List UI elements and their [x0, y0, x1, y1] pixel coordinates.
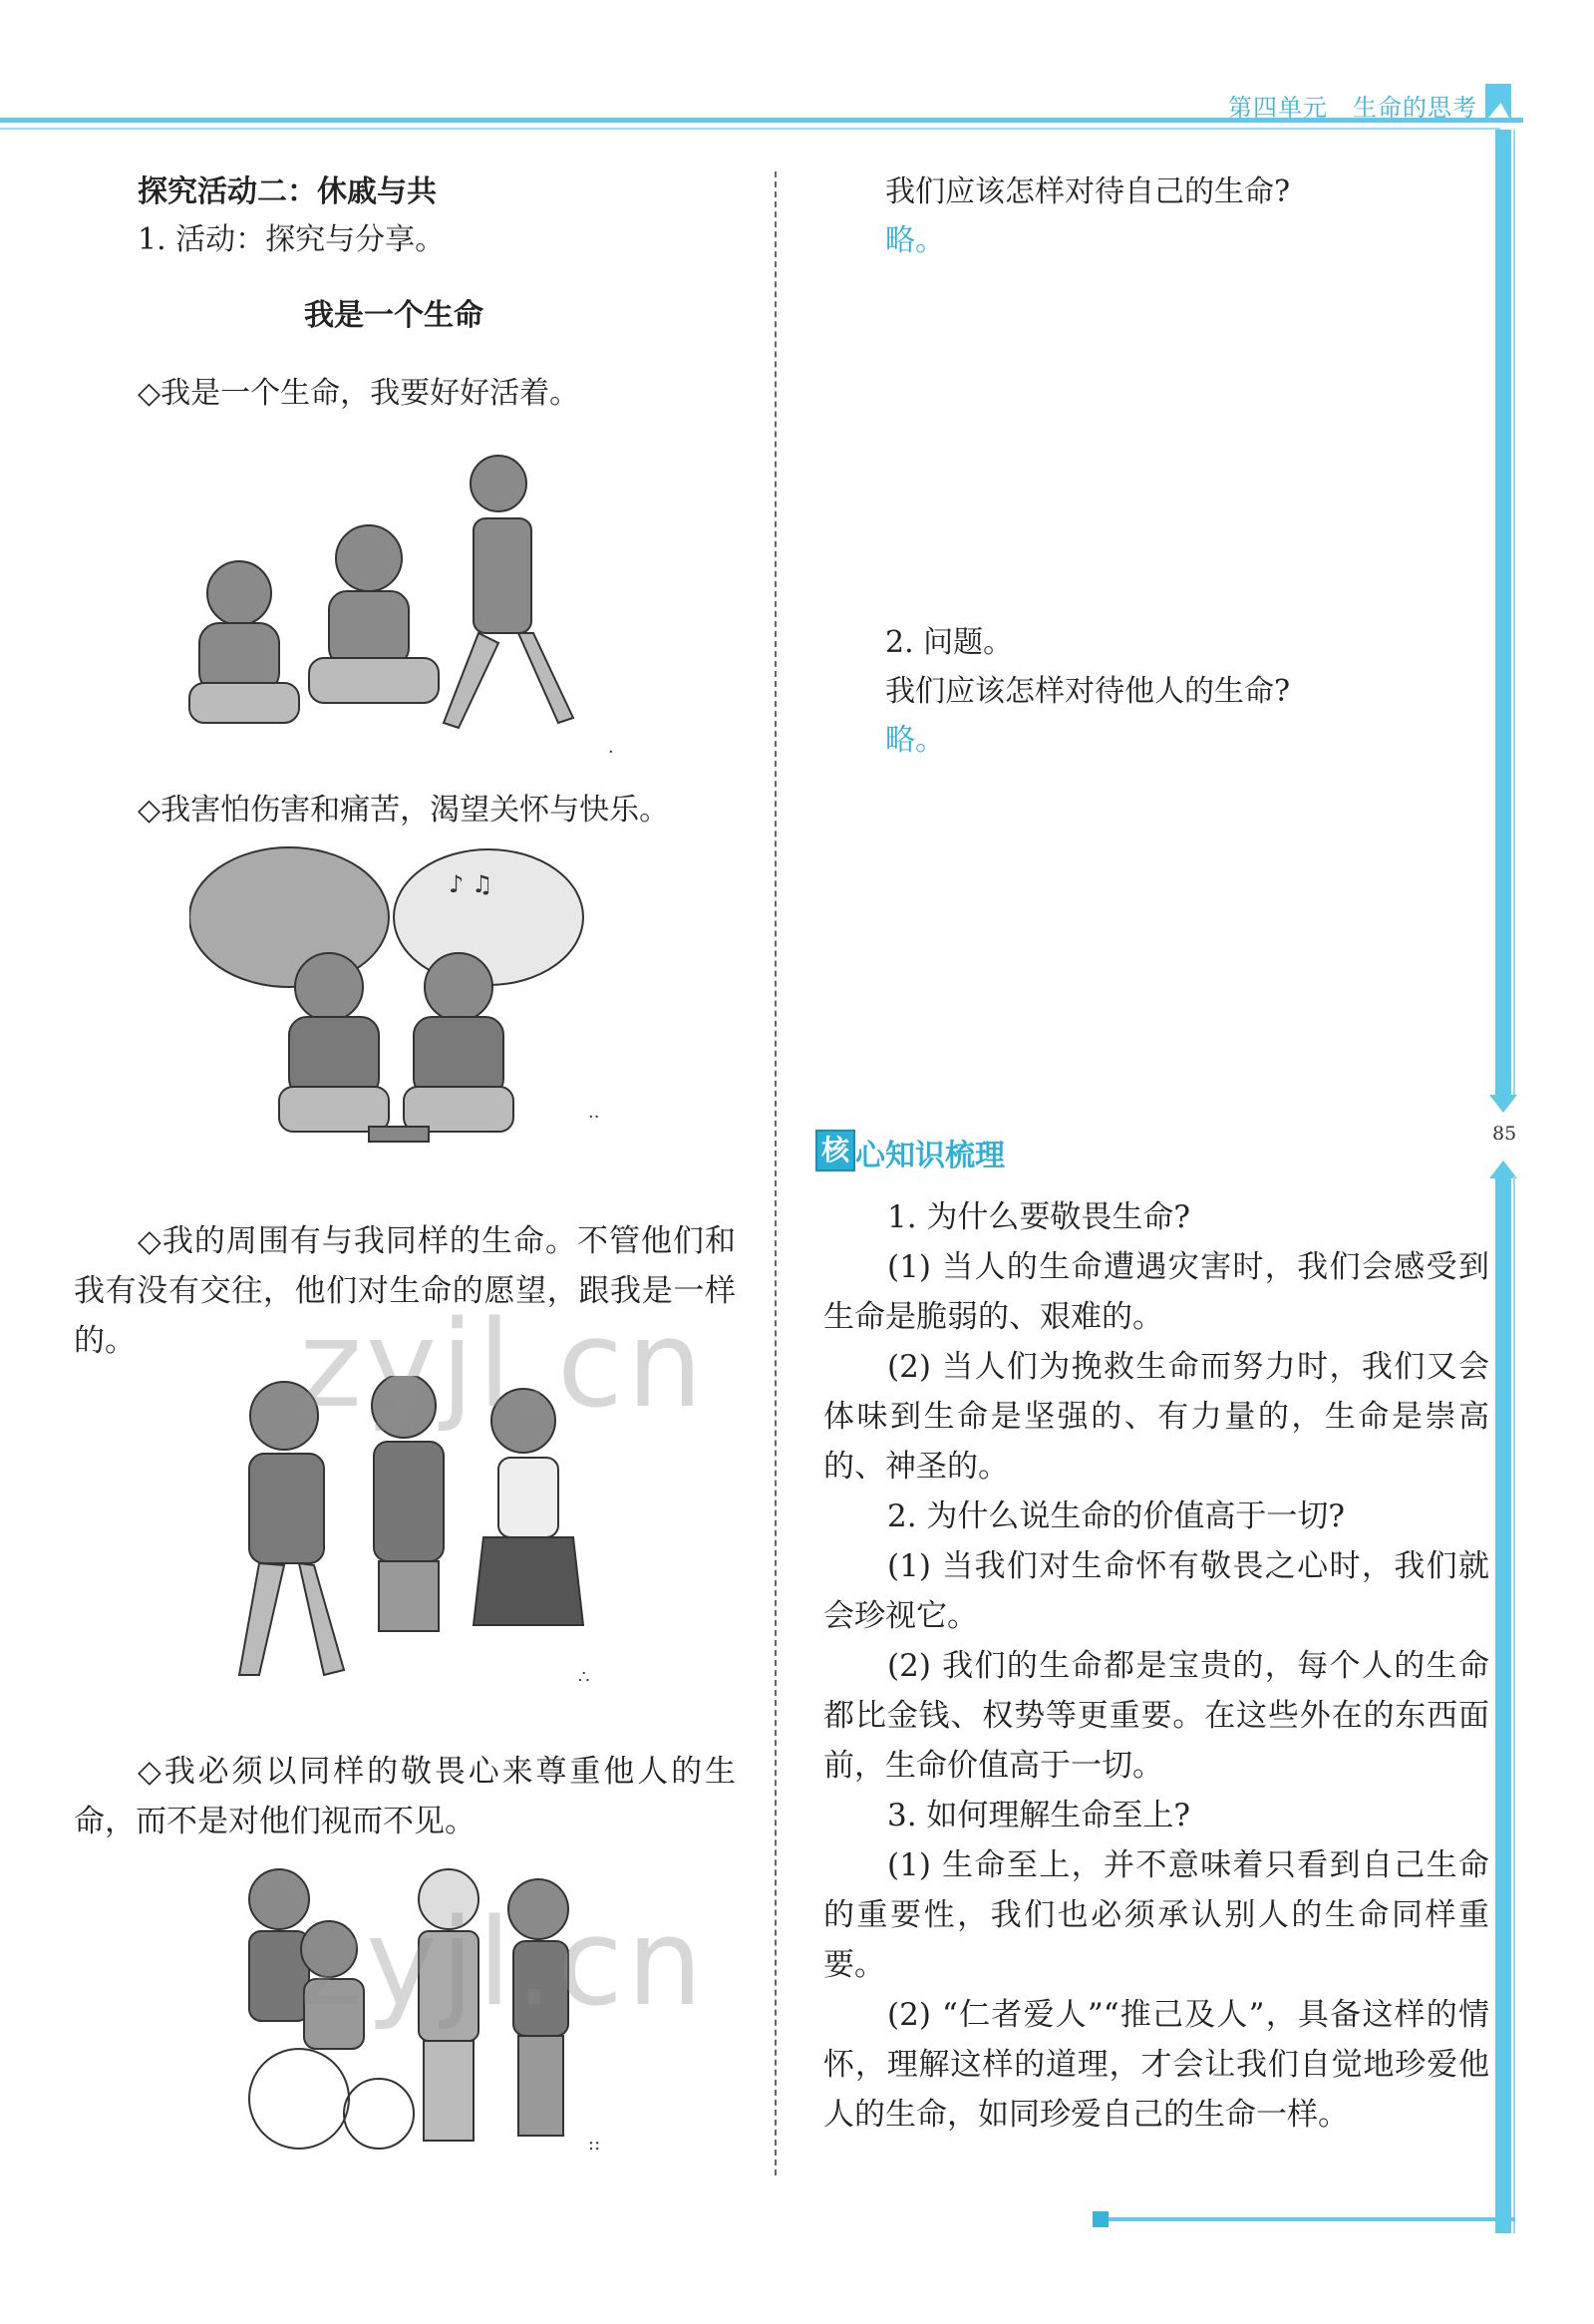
unit-title: 第四单元 生命的思考 [1228, 94, 1477, 122]
section-badge: 核 [815, 1130, 855, 1171]
header-tab-marker [1485, 84, 1511, 122]
knowledge-q2: 2. 为什么说生命的价值高于一切? [887, 1498, 1346, 1534]
poem-title: 我是一个生命 [304, 298, 483, 333]
margin-band-top-thin [1513, 130, 1515, 1097]
question-self: 我们应该怎样对待自己的生命? [885, 174, 1291, 209]
knowledge-q3: 3. 如何理解生命至上? [887, 1798, 1191, 1833]
column-divider [775, 171, 777, 2175]
poem-line-4: ◇我必须以同样的敬畏心来尊重他人的生命，而不是对他们视而不见。 [74, 1754, 736, 1839]
knowledge-q1-p1: (1) 当人的生命遭遇灾害时，我们会感受到生命是脆弱的、艰难的。 [823, 1249, 1489, 1335]
answer-self: 略。 [885, 223, 945, 258]
margin-notch-upper [1489, 1095, 1517, 1113]
knowledge-q3-p1: (1) 生命至上，并不意味着只看到自己生命的重要性，我们也必须承认别人的生命同样重要。 [823, 1847, 1489, 1983]
knowledge-q2-p2: (2) 我们的生命都是宝贵的，每个人的生命都比金钱、权势等更重要。在这些外在的东西面前，生命价值高于一切。 [823, 1648, 1489, 1784]
corner-mark-3: :: [588, 2134, 601, 2155]
knowledge-q1: 1. 为什么要敬畏生命? [887, 1199, 1191, 1235]
header-rule-thin [0, 128, 1500, 130]
activity-label: 1. 活动：探究与分享。 [138, 222, 446, 257]
section-title: 探究活动二：休戚与共 [138, 174, 437, 209]
question-others: 我们应该怎样对待他人的生命? [885, 674, 1291, 709]
section-heading: 心知识梳理 [855, 1139, 1005, 1173]
illustration-children-playing [179, 444, 628, 763]
margin-band-top [1495, 130, 1511, 1097]
footer-square [1093, 2211, 1109, 2227]
question-item-2: 2. 问题。 [885, 625, 1014, 660]
svg-text:·: · [608, 742, 614, 763]
knowledge-q3-p2: (2) “仁者爱人”“推己及人”，具备这样的情怀，理解这样的道理，才会让我们自觉地珍爱他人的生命，如同珍爱自己的生命一样。 [823, 1997, 1489, 2133]
poem-line-3: ◇我的周围有与我同样的生命。不管他们和我有没有交往，他们对生命的愿望，跟我是一样的。 [74, 1223, 736, 1359]
answer-others: 略。 [885, 723, 945, 758]
corner-mark-2: ∴ [578, 1667, 590, 1688]
knowledge-q1-p2: (2) 当人们为挽救生命而努力时，我们又会体味到生命是坚强的、有力量的，生命是崇高的、神圣的。 [823, 1349, 1489, 1485]
knowledge-q2-p1: (1) 当我们对生命怀有敬畏之心时，我们就会珍视它。 [823, 1548, 1489, 1634]
illustration-children-feelings [189, 837, 608, 1157]
watermark-1: zyjl.cn [299, 1296, 707, 1435]
margin-band-bottom [1495, 1176, 1511, 2233]
svg-text:♪ ♫: ♪ ♫ [449, 870, 493, 898]
watermark-2: zyjl.cn [299, 1894, 707, 2033]
poem-line-2: ◇我害怕伤害和痛苦，渴望关怀与快乐。 [138, 793, 670, 828]
poem-line-1: ◇我是一个生命，我要好好活着。 [138, 376, 580, 411]
margin-band-bottom-thin [1513, 1176, 1515, 2233]
corner-mark-1: ·· [588, 1107, 600, 1128]
footer-rule [1109, 2217, 1515, 2221]
page-number: 85 [1492, 1123, 1517, 1145]
